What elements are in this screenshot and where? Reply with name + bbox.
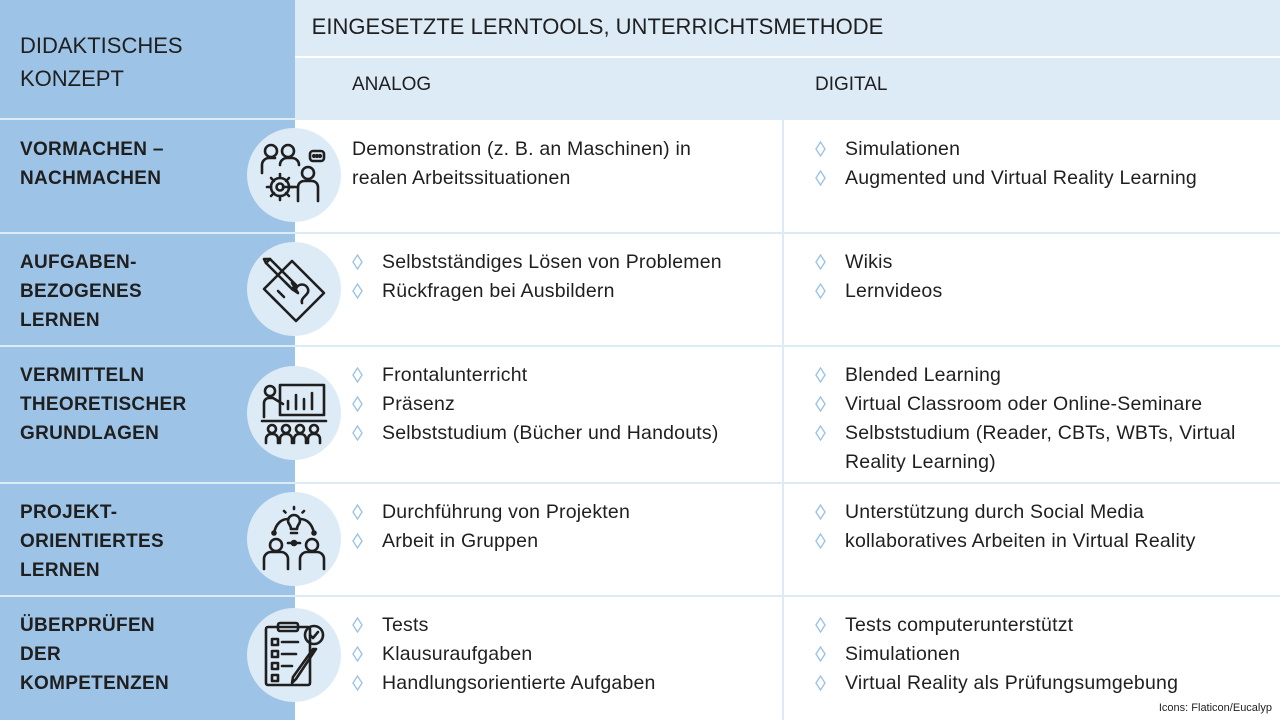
- list-item-text: Selbststudium (Reader, CBTs, WBTs, Virtual Reality Learning): [845, 422, 1236, 473]
- row-label-line: NACHMACHEN: [20, 168, 162, 189]
- list-item: [815, 135, 1265, 164]
- list-item: [352, 611, 772, 640]
- list-item-text: Unterstützung durch Social Media: [845, 501, 1145, 523]
- header-subheader-band: [295, 58, 1280, 118]
- concept-title-line: KONZEPT: [20, 66, 124, 91]
- cell-digital-row4: [815, 498, 1265, 556]
- list-item: [815, 361, 1255, 390]
- diamond-bullet-icon: [815, 646, 826, 662]
- list-item-text: Handlungsorientierte Aufgaben: [382, 672, 656, 694]
- diamond-bullet-icon: [815, 425, 826, 441]
- row-label-line: DER: [20, 644, 62, 665]
- diamond-bullet-icon: [352, 504, 363, 520]
- diamond-bullet-icon: [352, 396, 363, 412]
- column-header-digital: DIGITAL: [815, 74, 888, 95]
- list-item: [815, 527, 1265, 556]
- list-item: [352, 527, 772, 556]
- diamond-bullet-icon: [352, 254, 363, 270]
- diamond-bullet-icon: [815, 141, 826, 157]
- row-label-aufgaben: [20, 248, 142, 335]
- list-item-text: Rückfragen bei Ausbildern: [382, 280, 615, 302]
- cell-digital-row5: [815, 611, 1265, 698]
- list-item-text: Selbstständiges Lösen von Problemen: [382, 251, 722, 273]
- list-item: [815, 390, 1255, 419]
- list-item-text: Virtual Classroom oder Online-Seminare: [845, 393, 1203, 415]
- row-divider: [0, 345, 1280, 347]
- diamond-bullet-icon: [815, 170, 826, 186]
- list-item-text: Tests computerunterstützt: [845, 614, 1074, 636]
- list-item-text: Simulationen: [845, 643, 961, 665]
- concept-title-line: DIDAKTISCHES: [20, 33, 183, 58]
- task-pencil-icon: [247, 242, 341, 336]
- row-label-line: KOMPETENZEN: [20, 673, 169, 694]
- row-label-line: LERNEN: [20, 560, 100, 581]
- row-divider: [0, 232, 1280, 234]
- list-item-text: Wikis: [845, 251, 893, 273]
- row-label-line: VORMACHEN –: [20, 139, 164, 160]
- list-item: [352, 390, 772, 419]
- diamond-bullet-icon: [815, 396, 826, 412]
- list-item-text: Frontalunterricht: [382, 364, 528, 386]
- icon-credit: Icons: Flaticon/Eucalyp: [1158, 702, 1272, 714]
- list-item: [815, 669, 1265, 698]
- main-title: EINGESETZTE LERNTOOLS, UNTERRICHTSMETHODE: [311, 14, 884, 39]
- list-item-text: Virtual Reality als Prüfungsumgebung: [845, 672, 1179, 694]
- list-item: [815, 498, 1265, 527]
- cell-text: Demonstration (z. B. an Maschinen) in realen Arbeitssituationen: [352, 138, 692, 189]
- row-label-line: LERNEN: [20, 310, 100, 331]
- diamond-bullet-icon: [352, 425, 363, 441]
- list-item: [352, 498, 772, 527]
- diamond-bullet-icon: [815, 617, 826, 633]
- teamwork-idea-icon: [247, 492, 341, 586]
- diamond-bullet-icon: [352, 675, 363, 691]
- row-label-vormachen: [20, 135, 164, 193]
- list-item: [815, 164, 1265, 193]
- list-item: [815, 419, 1255, 477]
- list-item-text: kollaboratives Arbeiten in Virtual Reality: [845, 530, 1196, 552]
- list-item-text: Augmented und Virtual Reality Learning: [845, 167, 1197, 189]
- list-item-text: Tests: [382, 614, 429, 636]
- diamond-bullet-icon: [815, 283, 826, 299]
- list-item: [815, 640, 1265, 669]
- row-divider: [0, 118, 1280, 120]
- row-label-projekt: [20, 498, 164, 585]
- diamond-bullet-icon: [352, 533, 363, 549]
- row-divider: [0, 482, 1280, 484]
- diamond-bullet-icon: [352, 646, 363, 662]
- list-item-text: Arbeit in Gruppen: [382, 530, 539, 552]
- cell-analog-row5: [352, 611, 772, 698]
- diamond-bullet-icon: [815, 254, 826, 270]
- list-item-text: Blended Learning: [845, 364, 1002, 386]
- diamond-bullet-icon: [352, 367, 363, 383]
- diamond-bullet-icon: [815, 675, 826, 691]
- list-item-text: Selbststudium (Bücher und Handouts): [382, 422, 719, 444]
- list-item: [815, 248, 1265, 277]
- list-item-text: Präsenz: [382, 393, 455, 415]
- row-label-ueberpruefen: [20, 611, 169, 698]
- cell-analog-row2: [352, 248, 772, 306]
- cell-analog-row4: [352, 498, 772, 556]
- list-item-text: Durchführung von Projekten: [382, 501, 631, 523]
- cell-digital-row3: [815, 361, 1255, 477]
- list-item: [352, 248, 772, 277]
- cell-digital-row2: [815, 248, 1265, 306]
- row-label-line: ORIENTIERTES: [20, 531, 165, 552]
- row-divider: [0, 595, 1280, 597]
- list-item: [352, 669, 772, 698]
- concept-column-title: [20, 29, 183, 95]
- list-item: [352, 277, 772, 306]
- column-divider: [782, 58, 784, 720]
- row-label-line: ÜBERPRÜFEN: [20, 615, 155, 636]
- checklist-clipboard-icon: [247, 608, 341, 702]
- diamond-bullet-icon: [352, 617, 363, 633]
- list-item: [352, 419, 772, 448]
- row-label-line: THEORETISCHER: [20, 394, 187, 415]
- diamond-bullet-icon: [815, 367, 826, 383]
- row-label-vermitteln: [20, 361, 186, 448]
- diamond-bullet-icon: [815, 504, 826, 520]
- row-label-line: GRUNDLAGEN: [20, 423, 160, 444]
- diamond-bullet-icon: [352, 283, 363, 299]
- team-gear-icon: [247, 128, 341, 222]
- cell-analog-row3: [352, 361, 772, 448]
- row-label-line: BEZOGENES: [20, 281, 142, 302]
- cell-analog-row1: [352, 135, 742, 193]
- list-item: [352, 361, 772, 390]
- list-item: [815, 277, 1265, 306]
- column-header-analog: ANALOG: [352, 74, 432, 95]
- cell-digital-row1: [815, 135, 1265, 193]
- list-item-text: Simulationen: [845, 138, 961, 160]
- list-item: [352, 640, 772, 669]
- row-label-line: PROJEKT-: [20, 502, 118, 523]
- list-item-text: Klausuraufgaben: [382, 643, 533, 665]
- row-label-line: AUFGABEN-: [20, 252, 137, 273]
- list-item: [815, 611, 1265, 640]
- row-label-line: VERMITTELN: [20, 365, 145, 386]
- list-item-text: Lernvideos: [845, 280, 943, 302]
- diamond-bullet-icon: [815, 533, 826, 549]
- classroom-presentation-icon: [247, 366, 341, 460]
